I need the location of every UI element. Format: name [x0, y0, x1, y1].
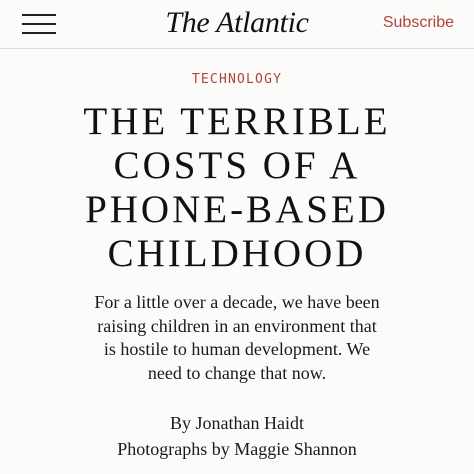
site-logo[interactable]: The Atlantic — [165, 6, 309, 39]
headline-line: CHILDHOOD — [107, 232, 367, 275]
site-header — [0, 0, 474, 49]
dek-line: need to change that now. — [147, 362, 327, 383]
headline-line: PHONE-BASED — [85, 188, 389, 231]
dek-line: For a little over a decade, we have been — [94, 292, 380, 312]
section-label[interactable]: TECHNOLOGY — [191, 72, 283, 87]
article-headline — [0, 100, 474, 276]
author-byline[interactable]: By Jonathan Haidt — [170, 413, 304, 433]
headline-line: THE TERRIBLE — [83, 100, 391, 143]
dek-line: is hostile to human development. We — [103, 339, 371, 359]
photo-credit: Photographs by Maggie Shannon — [117, 439, 357, 459]
subscribe-link[interactable]: Subscribe — [382, 14, 454, 31]
article-dek — [0, 291, 474, 385]
dek-line: raising children in an environment that — [97, 315, 377, 336]
headline-line: COSTS OF A — [113, 144, 361, 187]
article-credits — [0, 410, 474, 462]
